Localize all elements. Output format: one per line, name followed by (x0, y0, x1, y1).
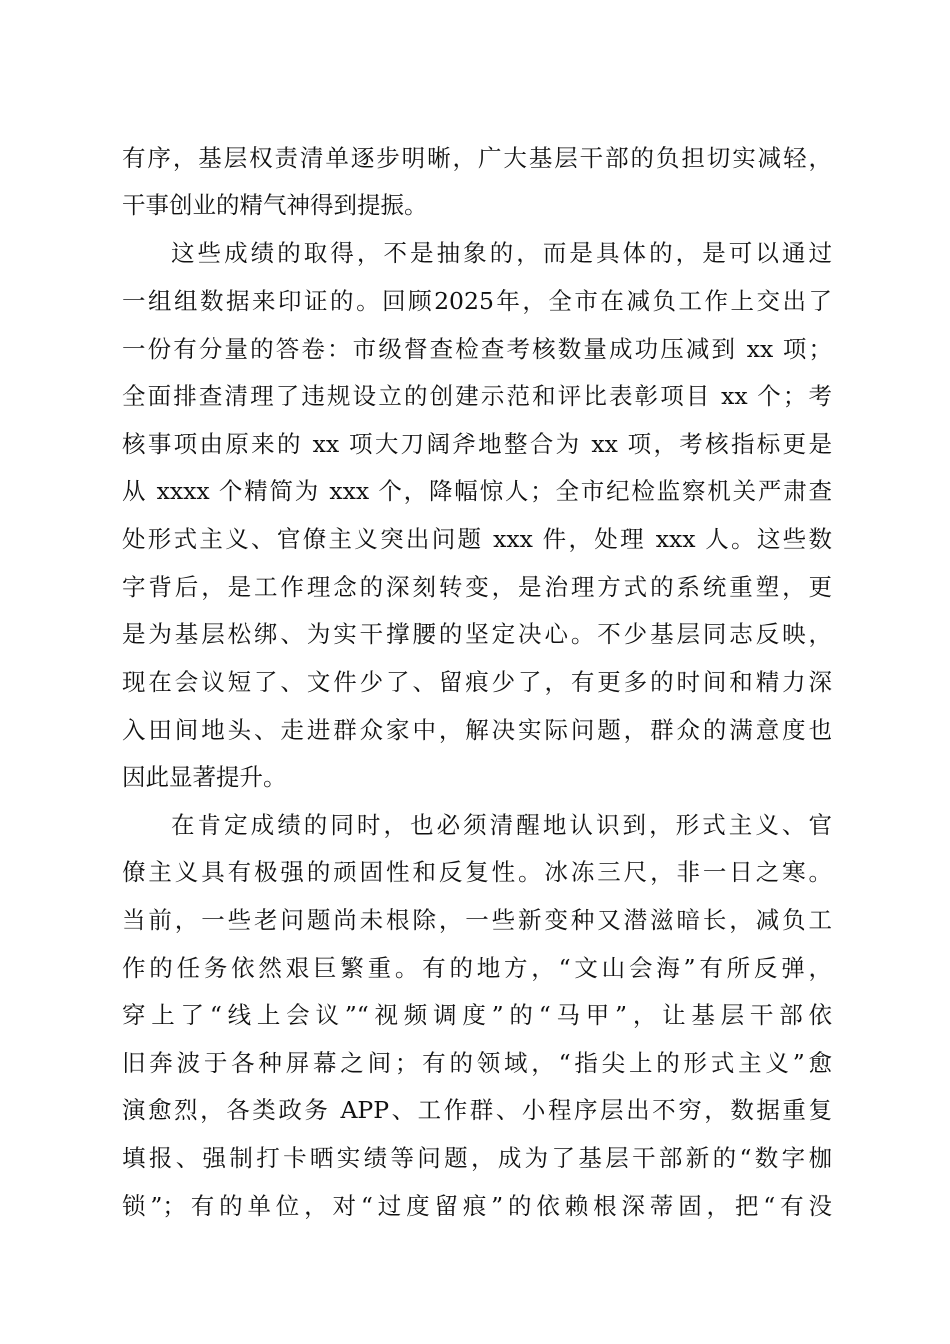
paragraph-line: 僚主义具有极强的顽固性和反复性。冰冻三尺，非一日之寒。 (122, 858, 832, 886)
paragraph-line: 入田间地头、走进群众家中，解决实际问题，群众的满意度也 (122, 716, 832, 744)
paragraph-line: 从 xxxx 个精简为 xxx 个，降幅惊人；全市纪检监察机关严肃查 (122, 477, 832, 505)
paragraph-line: 处形式主义、官僚主义突出问题 xxx 件，处理 xxx 人。这些数 (122, 525, 832, 553)
paragraph-line: 作的任务依然艰巨繁重。有的地方，“文山会海”有所反弹， (122, 954, 832, 982)
paragraph-line: 一份有分量的答卷：市级督查检查考核数量成功压减到 xx 项； (122, 335, 832, 363)
paragraph-line: 字背后，是工作理念的深刻转变，是治理方式的系统重塑，更 (122, 573, 832, 601)
paragraph-line: 当前，一些老问题尚未根除，一些新变种又潜滋暗长，减负工 (122, 906, 832, 934)
paragraph-line: 因此显著提升。 (122, 763, 287, 791)
paragraph-line: 演愈烈，各类政务 APP、工作群、小程序层出不穷，数据重复 (122, 1096, 832, 1124)
paragraph-line: 旧奔波于各种屏幕之间；有的领域，“指尖上的形式主义”愈 (122, 1049, 832, 1077)
paragraph-line: 干事创业的精气神得到提振。 (122, 191, 428, 219)
paragraph-line: 有序，基层权责清单逐步明晰，广大基层干部的负担切实减轻， (122, 144, 832, 172)
paragraph-line: 核事项由原来的 xx 项大刀阔斧地整合为 xx 项，考核指标更是 (122, 430, 832, 458)
paragraph-line: 一组组数据来印证的。回顾2025年，全市在减负工作上交出了 (122, 287, 832, 315)
paragraph-line: 在肯定成绩的同时，也必须清醒地认识到，形式主义、官 (171, 811, 832, 839)
paragraph-line: 是为基层松绑、为实干撑腰的坚定决心。不少基层同志反映， (122, 620, 832, 648)
paragraph-line: 填报、强制打卡晒实绩等问题，成为了基层干部新的“数字枷 (122, 1144, 832, 1172)
paragraph-line: 穿上了“线上会议”“视频调度”的“马甲”，让基层干部依 (122, 1001, 832, 1029)
paragraph-line: 这些成绩的取得，不是抽象的，而是具体的，是可以通过 (171, 239, 832, 267)
paragraph-line: 现在会议短了、文件少了、留痕少了，有更多的时间和精力深 (122, 668, 832, 696)
paragraph-line: 锁”；有的单位，对“过度留痕”的依赖根深蒂固，把“有没 (122, 1192, 832, 1220)
paragraph-line: 全面排查清理了违规设立的创建示范和评比表彰项目 xx 个；考 (122, 382, 832, 410)
